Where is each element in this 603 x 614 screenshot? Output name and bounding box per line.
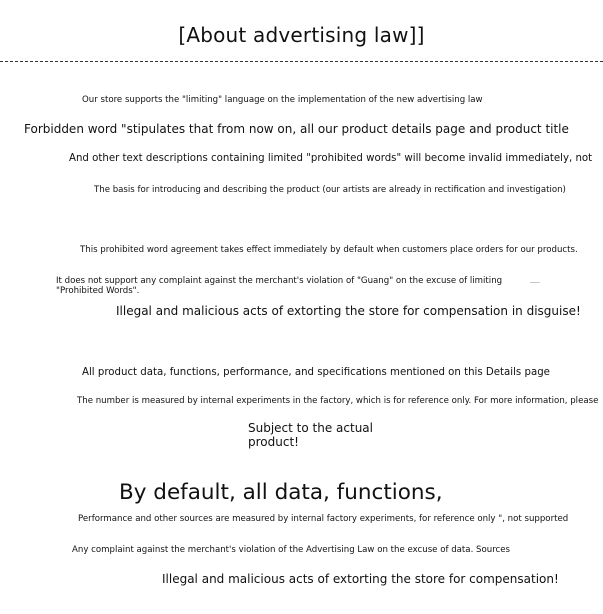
notice-line-product-data: All product data, functions, performance, and specifications mentioned on this Details page: [82, 367, 550, 378]
notice-line-store-support: Our store supports the "limiting" language on the implementation of the new advertising law: [82, 95, 483, 105]
notice-line-text-descriptions: And other text descriptions containing limited "prohibited words" will become invalid immediately, not: [69, 153, 593, 164]
notice-line-no-complaint: It does not support any complaint against the merchant's violation of "Guang" on the excuse of limiting "Prohibited Words".: [56, 276, 503, 296]
notice-line-internal-experiments: The number is measured by internal experiments in the factory, which is for reference only. For more information, please: [77, 396, 599, 406]
dashed-divider: [0, 61, 603, 62]
notice-line-product-basis: The basis for introducing and describing the product (our artists are already in rectification and investigation): [94, 185, 566, 195]
notice-line-illegal-acts-disguise: Illegal and malicious acts of extorting the store for compensation in disguise!: [116, 304, 581, 318]
notice-line-forbidden-word: Forbidden word "stipulates that from now on, all our product details page and product title: [24, 122, 569, 136]
notice-line-illegal-acts-compensation: Illegal and malicious acts of extorting the store for compensation!: [162, 572, 559, 586]
notice-line-performance-sources: Performance and other sources are measured by internal factory experiments, for reference only ", not supported: [78, 514, 569, 524]
notice-line-agreement-effect: This prohibited word agreement takes effect immediately by default when customers place orders for our products.: [80, 245, 578, 255]
page-title: [About advertising law]]: [178, 23, 425, 47]
faint-mark: [530, 282, 540, 283]
notice-line-subject-to-product: Subject to the actual product!: [248, 421, 373, 449]
notice-line-advertising-law-complaint: Any complaint against the merchant's violation of the Advertising Law on the excuse of data. Sources: [72, 545, 511, 555]
notice-line-by-default: By default, all data, functions,: [119, 480, 443, 505]
